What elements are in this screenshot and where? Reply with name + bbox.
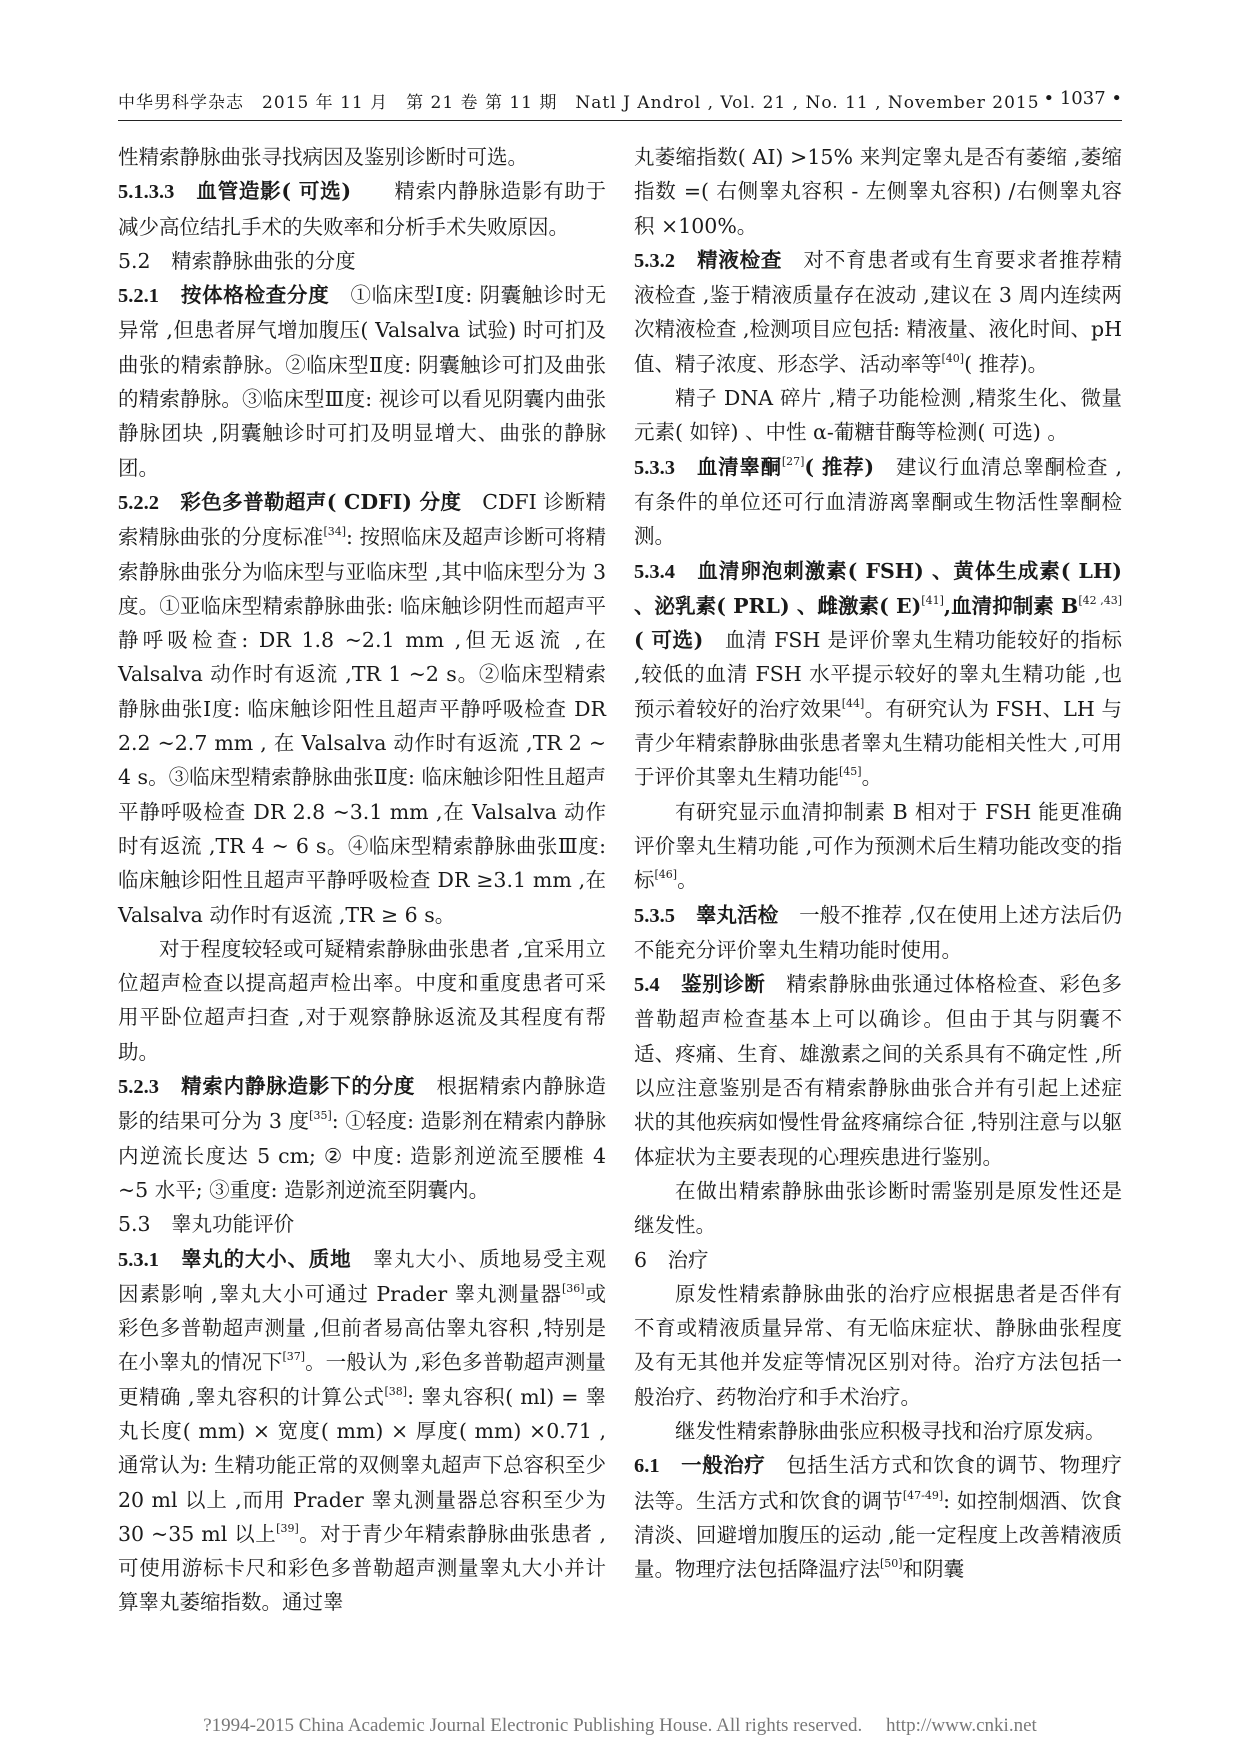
section-text: 一般不推荐 ,仅在使用上述方法后仍不能充分评价睾丸生精功能时使用。 [634, 902, 1123, 962]
section-6-heading: 6 治疗 [634, 1247, 709, 1272]
section-5-2-2 [118, 485, 606, 932]
citation-ref: [41] [921, 593, 944, 607]
section-text: 包括生活方式和饮食的调节、物理疗法等。生活方式和饮食的调节 [634, 1453, 1123, 1513]
section-number: 5.4 [634, 974, 660, 997]
citation-ref: [45] [839, 765, 862, 779]
paragraph-primary-secondary: 在做出精索静脉曲张诊断时需鉴别是原发性还是继发性。 [634, 1178, 1122, 1238]
section-number: 5.3.1 [118, 1248, 159, 1271]
section-number: 6.1 [634, 1455, 660, 1478]
section-text: 。 [861, 765, 883, 790]
section-text: 和阴囊 [902, 1557, 965, 1582]
section-title: 精液检查 [697, 247, 783, 272]
citation-ref: [40] [941, 351, 965, 365]
section-text: 。一般认为 ,彩色多普勒超声测量更精确 ,睾丸容积的计算公式 [118, 1350, 606, 1409]
section-title: 精索内静脉造影下的分度 [181, 1074, 416, 1099]
section-5-4 [634, 967, 1122, 1174]
section-text: 根据精索内静脉造影的结果可分为 3 度 [118, 1074, 607, 1134]
section-text: CDFI 诊断精索精脉曲张的分度标准 [118, 489, 606, 550]
section-text: : 如控制烟酒、饮食清淡、回避增加腹压的运动 ,能一定程度上改善精液质量。物理疗法包括降温疗法 [634, 1488, 1122, 1582]
header-rule [118, 120, 1122, 121]
section-text: 对不育患者或有生育要求者推荐精液检查 ,鉴于精液质量存在波动 ,建议在 3 周内连续两次精液检查 ,检测项目应包括: 精液量、液化时间、pH 值、精子浓度、形态学、活动率等 [634, 247, 1123, 376]
section-text: 建议行血清总睾酮检查 ,有条件的单位还可行血清游离睾酮或生物活性睾酮检测。 [634, 454, 1122, 549]
paragraph-text: 有研究显示血清抑制素 B 相对于 FSH 能更准确评价睾丸生精功能 ,可作为预测术后生精功能改变的指标 [634, 799, 1122, 893]
section-number: 5.2.3 [118, 1076, 159, 1099]
section-number: 5.2.2 [118, 491, 159, 514]
section-number: 5.3.3 [634, 456, 675, 479]
section-title: 血管造影( 可选) [196, 179, 352, 204]
section-title: 血清睾酮 [696, 454, 782, 479]
journal-citation: 中华男科学杂志 2015 年 11 月 第 21 卷 第 11 期 Natl J Androl , Vol. 21 , No. 11 , November 2015 [118, 93, 1040, 113]
section-text: : ①轻度: 造影剂在精索内静脉内逆流长度达 5 cm; ② 中度: 造影剂逆流至腰椎 4 ~5 水平; ③重度: 造影剂逆流至阴囊内。 [118, 1109, 606, 1202]
section-5-2-heading: 5.2 精索静脉曲张的分度 [118, 248, 356, 273]
section-text: ①临床型Ⅰ度: 阴囊触诊时无异常 ,但患者屏气增加腹压( Valsalva 试验) 时可扪及曲张的精索静脉。②临床型Ⅱ度: 阴囊触诊可扪及曲张的精索静脉。③临床型Ⅲ度: 视诊可以看见阴囊内曲张静脉团块 ,阴囊触诊时可扪及明显增大、曲张的静脉团。 [118, 283, 606, 480]
citation-ref: [35] [309, 1109, 332, 1123]
section-text: 精索内静脉造影有助于减少高位结扎手术的失败率和分析手术失败原因。 [118, 179, 607, 239]
paragraph-inhibin-b [634, 795, 1122, 898]
citation-ref: [46] [654, 868, 678, 882]
section-5-3-2 [634, 243, 1122, 381]
section-number: 5.3.2 [634, 249, 675, 272]
section-title: 按体格检查分度 [180, 283, 330, 308]
section-text: 血清 FSH 是评价睾丸生精功能较好的指标 ,较低的血清 FSH 水平提示较好的睾丸生精功能 ,也预示着较好的治疗效果 [634, 628, 1122, 721]
section-title: ( 推荐) [804, 454, 875, 479]
paragraph-continuation: 性精索静脉曲张寻找病因及鉴别诊断时可选。 [118, 145, 528, 169]
paragraph-text: 。 [677, 868, 698, 893]
section-5-3-5 [634, 898, 1122, 968]
paragraph-sperm-dna: 精子 DNA 碎片 ,精子功能检测 ,精浆生化、微量元素( 如锌) 、中性 α-葡糖苷酶等检测( 可选) 。 [634, 386, 1122, 445]
running-header [118, 88, 1122, 122]
citation-ref: [34] [323, 525, 347, 539]
section-number: 5.1.3.3 [118, 181, 175, 204]
citation-ref: [27] [781, 454, 805, 468]
section-title: 一般治疗 [681, 1453, 766, 1478]
section-text: 。对于青少年精索静脉曲张患者 ,可使用游标卡尺和彩色多普勒超声测量睾丸大小并计算睾丸萎缩指数。通过睾 [118, 1521, 606, 1615]
section-text: 睾丸大小、质地易受主观因素影响 ,睾丸大小可通过 Prader 睾丸测量器 [118, 1246, 607, 1306]
left-column [118, 140, 606, 1620]
citation-ref: [36] [561, 1281, 585, 1295]
section-title: 睾丸的大小、质地 [181, 1246, 352, 1271]
citation-ref: [47-49] [902, 1488, 944, 1502]
copyright-footer: ?1994-2015 China Academic Journal Electronic Publishing House. All rights reserved. http://www.cnki.net [203, 1715, 1037, 1736]
section-6-1 [634, 1448, 1122, 1586]
section-title: 彩色多普勒超声( CDFI) 分度 [180, 489, 462, 514]
citation-ref: [38] [384, 1384, 408, 1398]
section-text: ( 推荐)。 [964, 351, 1049, 376]
section-text: : 睾丸容积( ml) = 睾丸长度( mm) × 宽度( mm) × 厚度( mm) ×0.71 ,通常认为: 生精功能正常的双侧睾丸超声下总容积至少 20 ml 以上 ,而用 Prader 睾丸测量器总容积至少为 30 ~35 ml 以上 [118, 1384, 606, 1546]
section-title: 睾丸活检 [695, 902, 779, 927]
section-title: ( 可选) [634, 628, 704, 653]
paragraph-atrophy-index: 丸萎缩指数( AI) >15% 来判定睾丸是否有萎缩 ,萎缩指数 =( 右侧睾丸容积 - 左侧睾丸容积) /右侧睾丸容积 ×100%。 [634, 145, 1122, 238]
section-text: 精索静脉曲张通过体格检查、彩色多普勒超声检查基本上可以确诊。但由于其与阴囊不适、疼痛、生育、雄激素之间的关系具有不确定性 ,所以应注意鉴别是否有精索静脉曲张合并有引起上述症状的其他疾病如慢性骨盆疼痛综合征 ,特别注意与以躯体症状为主要表现的心理疾患进行鉴别。 [634, 972, 1123, 1169]
section-5-3-3 [634, 450, 1122, 554]
section-number: 5.3.4 [634, 560, 675, 583]
citation-ref: [39] [276, 1521, 299, 1535]
section-5-2-3 [118, 1069, 606, 1207]
page-number: • 1037 • [1043, 88, 1122, 109]
section-number: 5.2.1 [118, 285, 159, 308]
citation-ref: [42 ,43] [1078, 593, 1122, 607]
citation-ref: [44] [841, 696, 865, 710]
citation-ref: [37] [282, 1350, 306, 1364]
section-title: ,血清抑制素 B [943, 593, 1079, 618]
section-title: 血清卵泡刺激素( FSH) 、黄体生成素( LH) 、泌乳素( PRL) 、雌激素( E) [634, 558, 1123, 618]
section-5-3-1 [118, 1242, 606, 1620]
right-column [634, 140, 1122, 1586]
paragraph-treatment-2: 继发性精索静脉曲张应积极寻找和治疗原发病。 [675, 1418, 1106, 1443]
section-title: 鉴别诊断 [681, 972, 766, 997]
section-5-1-3-3 [118, 174, 606, 244]
section-5-3-heading: 5.3 睾丸功能评价 [118, 1212, 295, 1237]
section-text: 。有研究认为 FSH、LH 与青少年精索静脉曲张患者睾丸生精功能相关性大 ,可用于评价其睾丸生精功能 [634, 696, 1122, 790]
section-number: 5.3.5 [634, 904, 675, 927]
section-5-3-4 [634, 554, 1122, 795]
section-text: 或彩色多普勒超声测量 ,但前者易高估睾丸容积 ,特别是在小睾丸的情况下 [118, 1281, 606, 1375]
citation-ref: [50] [880, 1557, 903, 1571]
section-text: : 按照临床及超声诊断可将精索静脉曲张分为临床型与亚临床型 ,其中临床型分为 3 度。①亚临床型精索静脉曲张: 临床触诊阴性而超声平静呼吸检查: DR 1.8 ~2.1 mm ,但无返流 ,在 Valsalva 动作时有返流 ,TR 1 ~2 s。②临床型精索静脉曲张Ⅰ度: 临床触诊阳性且超声平静呼吸检查 DR 2.2 ~2.7 mm , 在 Valsalva 动作时有返流 ,TR 2 ~ 4 s。③临床型精索静脉曲张Ⅱ度: 临床触诊阳性且超声平静呼吸检查 DR 2.8 ~3.1 mm ,在 Valsalva 动作时有返流 ,TR 4 ~ 6 s。④临床型精索静脉曲张Ⅲ度: 临床触诊阳性且超声平静呼吸检查 DR ≥3.1 mm ,在 Valsalva 动作时有返流 ,TR ≥ 6 s。 [118, 525, 606, 927]
section-5-2-1 [118, 278, 606, 485]
paragraph-light-varicocele: 对于程度较轻或可疑精索静脉曲张患者 ,宜采用立位超声检查以提高超声检出率。中度和重度患者可采用平卧位超声扫查 ,对于观察静脉返流及其程度有帮助。 [118, 936, 606, 1064]
paragraph-treatment-1: 原发性精索静脉曲张的治疗应根据患者是否伴有不育或精液质量异常、有无临床症状、静脉曲张程度及有无其他并发症等情况区别对待。治疗方法包括一般治疗、药物治疗和手术治疗。 [634, 1281, 1122, 1409]
